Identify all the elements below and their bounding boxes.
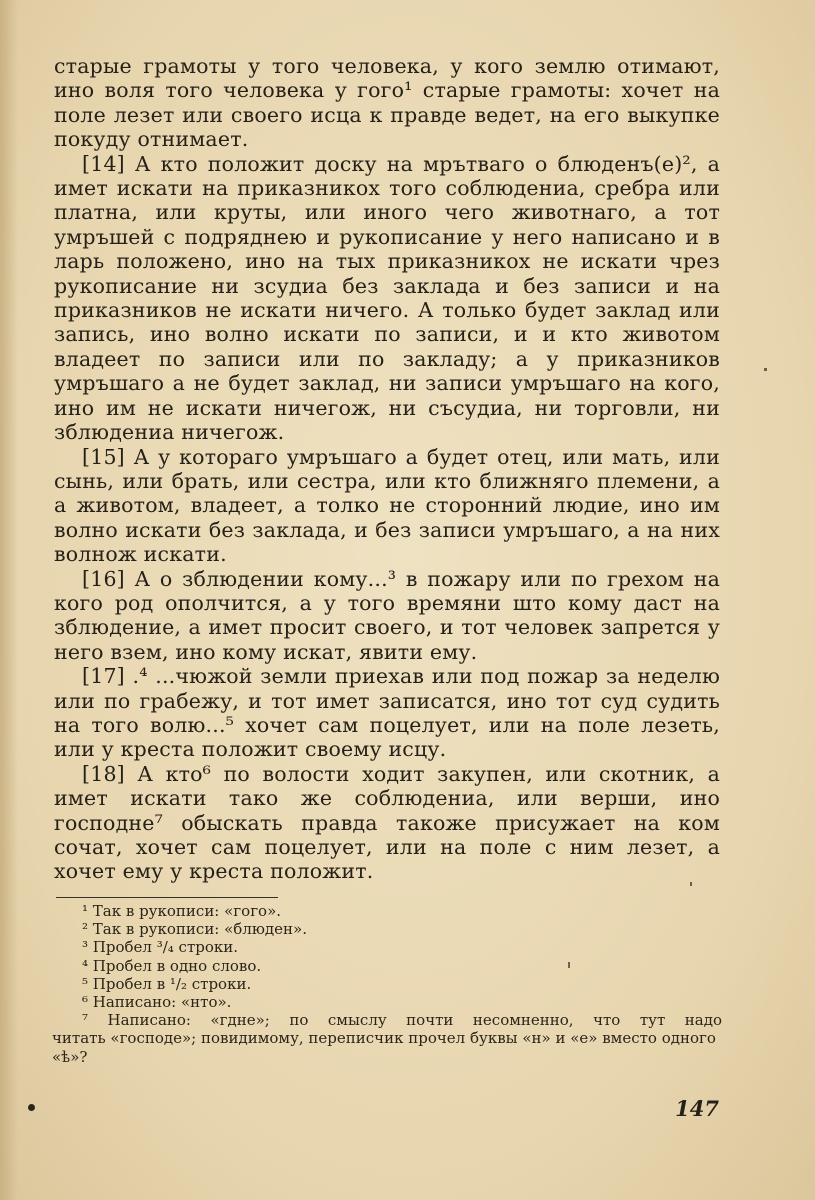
footnote-2: ² Так в рукописи: «блюден». — [82, 920, 307, 939]
paragraph-14: [14] А кто положит доску на мрътваго о блюденъ(е)², а имет искати на приказникох того соблюдениа, сребра или платна, или круты, или иного чего животнаго, а тот умръшей с подряднею и рукописание у него написано и в ларь положено, ино на тых приказникох не искати чрез рукописание ни зсудиа без заклада и без записи и на приказников не искати ничего. А только будет заклад или запись, ино волно искати по записи, и и кто животом владеет по записи или по закладу; а у приказников умръшаго а не будет заклад, ни записи умръшаго на кого, ино им не искати ничегож, ни съсудиа, ни торговли, ни зблюдениа ничегож. — [54, 151, 720, 445]
paragraph-16: [16] А о зблюдении кому...³ в пожару или по грехом на кого род ополчится, а у того времяни што кому даст на зблюдение, а имет просит своего, и тот человек запрется у него взем, ино кому искат, явити ему. — [54, 566, 720, 664]
footnote-4: ⁴ Пробел в одно слово. — [82, 956, 262, 975]
paragraph-15: [15] А у котораго умръшаго а будет отец, или мать, или сынь, или брать, или сестра, или кто ближняго племени, а а животом, владеет, а толко не сторонний людие, ино им волно искати без заклада, и без записи умръшаго, а на них волнож искати. — [54, 444, 720, 567]
footnote-5: ⁵ Пробел в ¹/₂ строки. — [82, 974, 252, 993]
paper-speck — [568, 962, 570, 968]
page-spine-shadow — [0, 0, 18, 1200]
paragraph-17: [17] .⁴ ...чюжой земли приехав или под пожар за неделю или по грабежу, и тот имет записатся, ино тот суд судить на того волю...⁵ хочет сам поцелует, или на поле лезеть, или у креста положит своему исцу. — [54, 664, 720, 762]
footnote-6: ⁶ Написано: «нто». — [82, 993, 232, 1012]
footnotes — [52, 902, 722, 1066]
paragraph-18: [18] А кто⁶ по волости ходит закупен, или скотник, а имет искати тако же соблюдениа, или верши, ино господне⁷ обыскать правда такоже присужает на ком сочат, хочет сам поцелует, или на поле с ним лезет, а хочет ему у креста положит. — [54, 761, 720, 884]
paper-speck — [690, 882, 692, 886]
footnote-7-continuation: читать «господе»; повидимому, переписчик прочел буквы «н» и «е» вместо одного «ѣ»? — [52, 1029, 716, 1066]
main-text — [54, 54, 720, 884]
paper-speck — [764, 368, 767, 371]
footnote-7: ⁷ Написано: «гдне»; по смыслу почти несомненно, что тут надо — [82, 1011, 722, 1030]
footnote-1: ¹ Так в рукописи: «гого». — [82, 902, 282, 920]
page-number: 147 — [675, 1096, 719, 1121]
ink-dot — [28, 1104, 35, 1111]
paragraph-continuation: старые грамоты у того человека, у кого землю отимают, ино воля того человека у гого¹ старые грамоты: хочет на поле лезет или своего исца к правде ведет, на его выкупке покуду отнимает. — [54, 54, 720, 152]
footnote-separator — [56, 897, 278, 898]
footnote-3: ³ Пробел ³/₄ строки. — [82, 938, 239, 957]
